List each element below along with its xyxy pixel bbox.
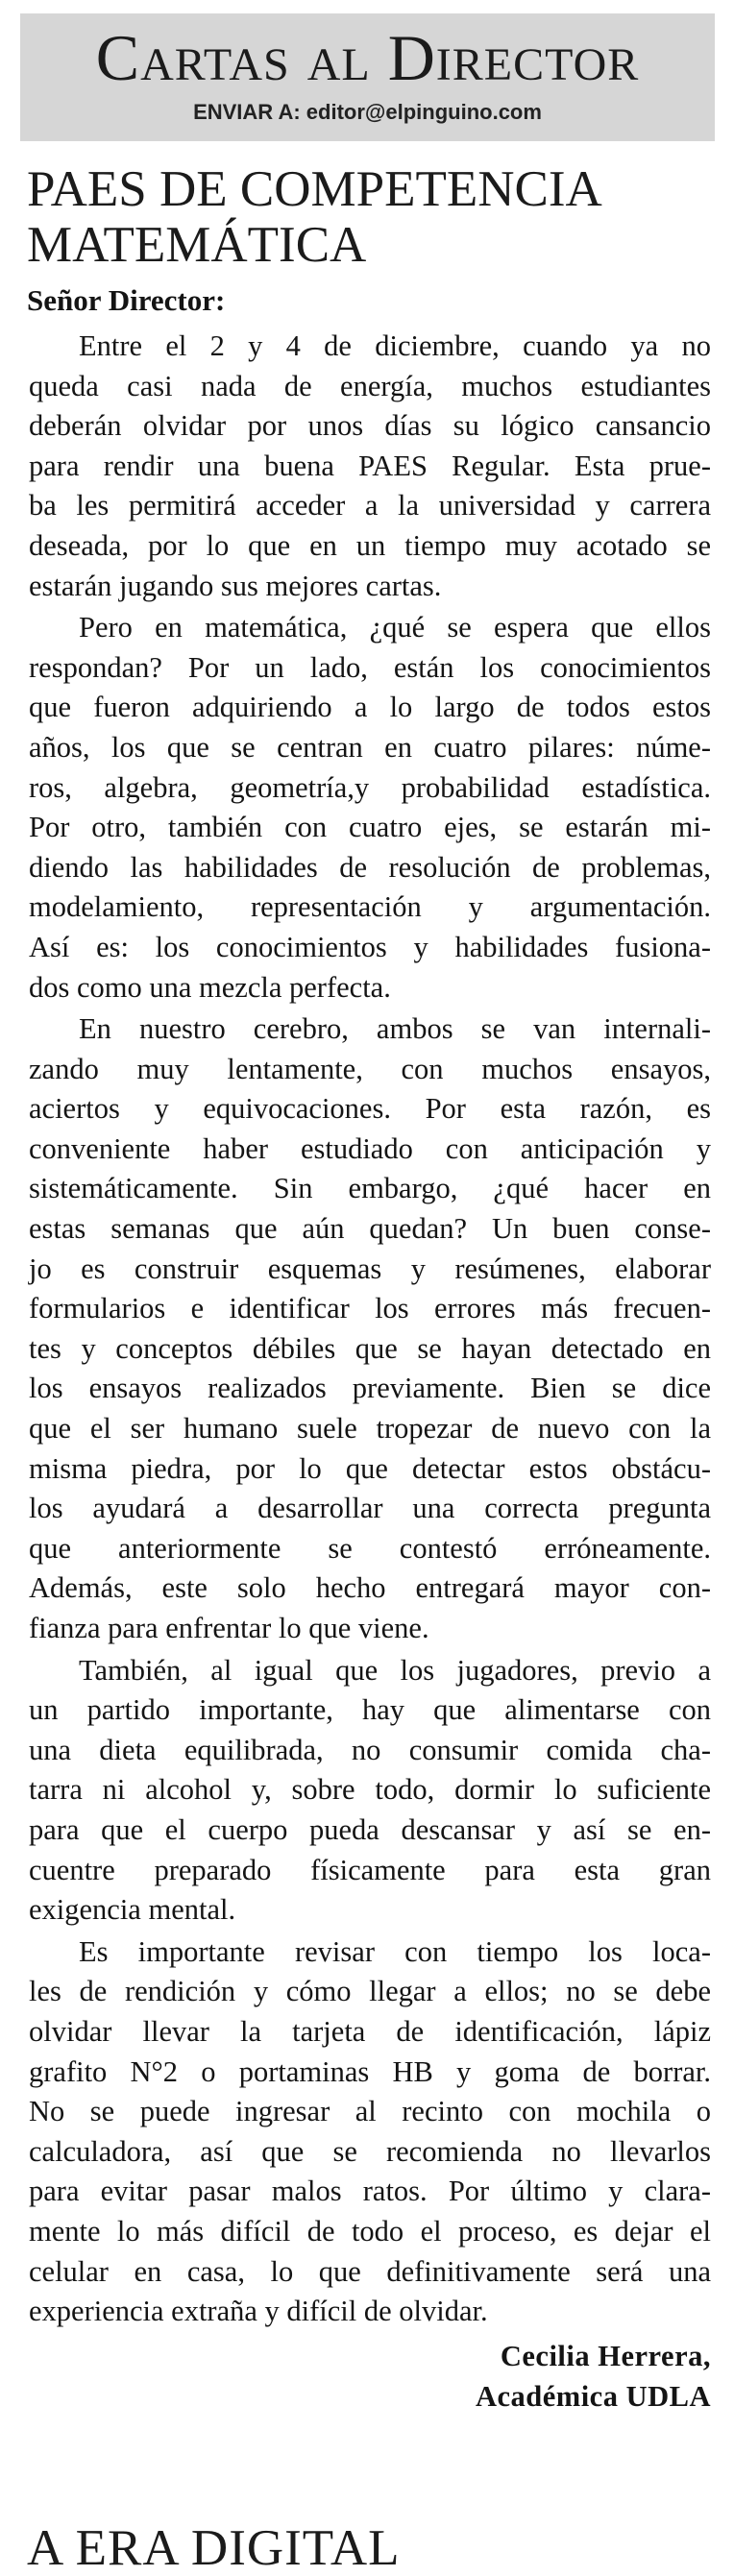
paragraph-line: ba les permitirá acceder a la universidad y carrera [29, 489, 711, 522]
paragraph-line: aciertos y equivocaciones. Por esta razón, es [29, 1092, 711, 1126]
letter-paragraph [29, 327, 711, 606]
paragraph-line: zando muy lentamente, con muchos ensayos, [29, 1052, 711, 1085]
paragraph-line: Por otro, también con cuatro ejes, se estarán mi- [29, 811, 711, 844]
next-letter-headline-cropped: A ERA DIGITAL [27, 2520, 401, 2576]
paragraph-line: una dieta equilibrada, no consumir comida cha- [29, 1733, 711, 1766]
paragraph-line: Además, este solo hecho entregará mayor con- [29, 1571, 711, 1605]
paragraph-line: cuentre preparado físicamente para esta gran [29, 1853, 711, 1886]
letter-paragraph [29, 1009, 711, 1649]
paragraph-line: para que el cuerpo pueda descansar y así se en- [29, 1812, 711, 1846]
paragraph-line: conveniente haber estudiado con anticipación y [29, 1131, 711, 1165]
paragraph-line: experiencia extraña y difícil de olvidar. [29, 2295, 488, 2328]
letter-paragraph [29, 1932, 711, 2332]
send-to-email-line: ENVIAR A: editor@elpinguino.com [193, 100, 542, 124]
paragraph-line: para evitar pasar malos ratos. Por último y clara- [29, 2175, 711, 2208]
paragraph-line: diendo las habilidades de resolución de problemas, [29, 850, 711, 884]
paragraph-line: Entre el 2 y 4 de diciembre, cuando ya no [79, 329, 711, 362]
paragraph-line: deseada, por lo que en un tiempo muy acotado se [29, 528, 711, 562]
paragraph-line: misma piedra, por lo que detectar estos obstácu- [29, 1451, 711, 1485]
paragraph-line: dos como una mezcla perfecta. [29, 970, 391, 1004]
paragraph-line: estarán jugando sus mejores cartas. [29, 569, 442, 602]
paragraph-line: Pero en matemática, ¿qué se espera que ellos [79, 611, 711, 644]
paragraph-line: fianza para enfrentar lo que viene. [29, 1612, 429, 1644]
paragraph-line: celular en casa, lo que definitivamente será una [29, 2254, 711, 2288]
paragraph-line: deberán olvidar por unos días su lógico cansancio [29, 409, 711, 443]
paragraph-line: grafito N°2 o portaminas HB y goma de borrar. [29, 2054, 711, 2088]
paragraph-line: respondan? Por un lado, están los conocimientos [29, 650, 711, 684]
paragraph-line: que anteriormente se contestó erróneamente. [29, 1531, 711, 1565]
paragraph-line: les de rendición y cómo llegar a ellos; no se debe [29, 1975, 711, 2008]
paragraph-line: los ensayos realizados previamente. Bien se dice [29, 1372, 711, 1405]
paragraph-line: También, al igual que los jugadores, previo a [79, 1653, 711, 1687]
paragraph-line: ros, algebra, geometría,y probabilidad estadística. [29, 770, 711, 804]
signature-name: Cecilia Herrera, [500, 2340, 711, 2372]
paragraph-line: mente lo más difícil de todo el proceso, es dejar el [29, 2214, 711, 2248]
paragraph-line: No se puede ingresar al recinto con mochila o [29, 2095, 711, 2128]
letter-paragraph [29, 608, 711, 1008]
paragraph-line: Es importante revisar con tiempo los loca- [79, 1934, 711, 1968]
paragraph-line: Así es: los conocimientos y habilidades fusiona- [29, 930, 711, 963]
letter-signature [476, 2336, 711, 2417]
section-title: Cartas al Director [95, 21, 640, 94]
signature-role: Académica UDLA [475, 2380, 711, 2413]
paragraph-line: En nuestro cerebro, ambos se van internali- [79, 1012, 711, 1046]
paragraph-line: modelamiento, representación y argumentación. [29, 890, 711, 924]
paragraph-line: exigencia mental. [29, 1893, 236, 1927]
paragraph-line: olvidar llevar la tarjeta de identificación, lápiz [29, 2014, 711, 2048]
paragraph-line: que el ser humano suele tropezar de nuevo con la [29, 1412, 711, 1446]
letter-salutation: Señor Director: [27, 283, 226, 317]
paragraph-line: los ayudará a desarrollar una correcta pregunta [29, 1492, 711, 1525]
paragraph-line: tarra ni alcohol y, sobre todo, dormir lo suficiente [29, 1773, 711, 1807]
paragraph-line: sistemáticamente. Sin embargo, ¿qué hacer en [29, 1172, 711, 1205]
paragraph-line: que fueron adquiriendo a lo largo de todos estos [29, 691, 711, 724]
letter-body [29, 327, 711, 2334]
paragraph-line: queda casi nada de energía, muchos estudiantes [29, 369, 711, 402]
letter-headline: PAES DE COMPETENCIA MATEMÁTICA [27, 161, 599, 273]
letter-paragraph [29, 1651, 711, 1931]
paragraph-line: tes y conceptos débiles que se hayan detectado en [29, 1331, 711, 1365]
paragraph-line: jo es construir esquemas y resúmenes, elaborar [29, 1252, 711, 1285]
paragraph-line: para rendir una buena PAES Regular. Esta prue- [29, 449, 711, 482]
paragraph-line: formularios e identificar los errores más frecuen- [29, 1292, 711, 1325]
paragraph-line: años, los que se centran en cuatro pilares: núme- [29, 730, 711, 764]
paragraph-line: estas semanas que aún quedan? Un buen conse- [29, 1212, 711, 1246]
paragraph-line: calculadora, así que se recomienda no llevarlos [29, 2134, 711, 2168]
paragraph-line: un partido importante, hay que alimentarse con [29, 1693, 711, 1727]
